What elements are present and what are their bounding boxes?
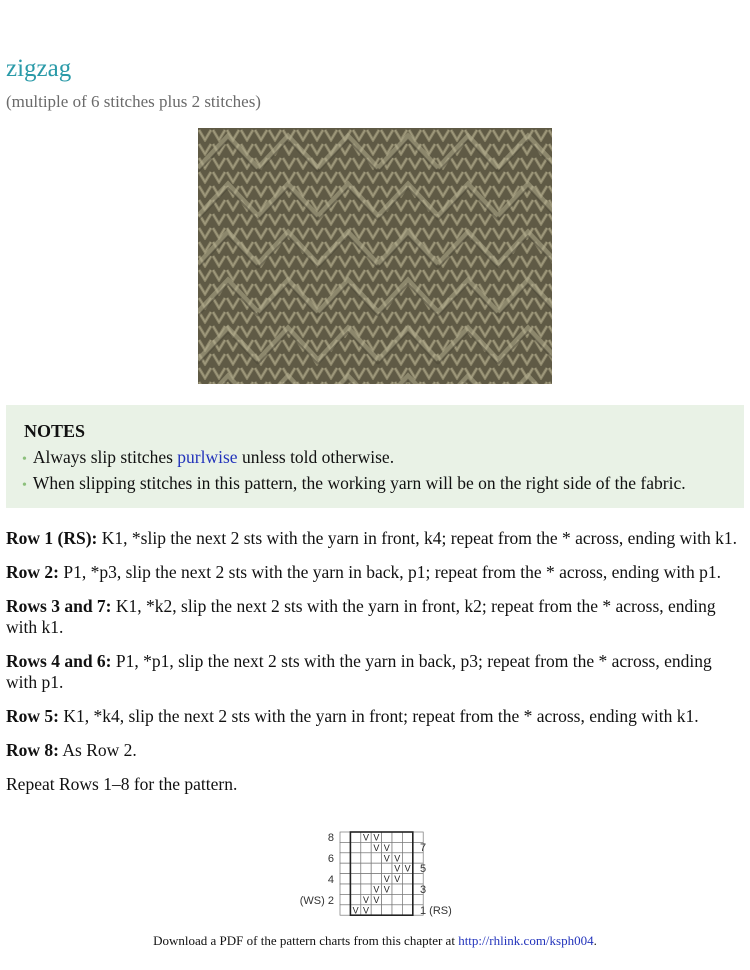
note-text: unless told otherwise. xyxy=(237,447,395,467)
chart-cell xyxy=(382,832,392,842)
chart-right-label: 5 xyxy=(420,863,427,875)
chart-cell xyxy=(350,842,360,852)
slip-stitch-symbol: V xyxy=(383,884,390,895)
stitch-multiple: (multiple of 6 stitches plus 2 stitches) xyxy=(6,92,261,111)
chart-cell xyxy=(340,874,350,884)
row-label: Rows 4 and 6: xyxy=(6,651,112,671)
chart-cell xyxy=(361,863,371,873)
slip-stitch-symbol: V xyxy=(352,905,359,916)
row-instruction xyxy=(6,706,742,727)
chart-left-label: 8 xyxy=(327,832,334,844)
chart-cell xyxy=(361,853,371,863)
note-text: When slipping stitches in this pattern, the working yarn will be on the right side of the fabric. xyxy=(32,473,686,493)
chart-cell xyxy=(382,905,392,915)
chart-cell xyxy=(382,894,392,904)
chart-cell xyxy=(340,884,350,894)
chart-cell xyxy=(340,842,350,852)
chart-cell xyxy=(402,894,412,904)
chart-cell xyxy=(402,853,412,863)
chart-right-label: 3 xyxy=(420,884,427,896)
chart-cell xyxy=(340,905,350,915)
chart-cell xyxy=(361,842,371,852)
chart-cell xyxy=(340,894,350,904)
chart-cell xyxy=(350,874,360,884)
chart-cell xyxy=(350,853,360,863)
row-instruction xyxy=(6,528,742,549)
row-label: Row 1 (RS): xyxy=(6,528,98,548)
pdf-link[interactable]: http://rhlink.com/ksph004 xyxy=(458,933,594,948)
slip-stitch-symbol: V xyxy=(373,894,380,905)
footer-text: Download a PDF of the pattern charts from this chapter at xyxy=(153,933,459,948)
row-instruction xyxy=(6,651,742,693)
chart-cell xyxy=(392,842,402,852)
slip-stitch-symbol: V xyxy=(404,863,411,874)
row-text: K1, *k2, slip the next 2 sts with the yarn in front, k2; repeat from the * across, ending with k1. xyxy=(6,596,716,637)
row-text: K1, *k4, slip the next 2 sts with the yarn in front; repeat from the * across, ending with k1. xyxy=(58,706,699,726)
chart-left-label: 4 xyxy=(327,874,334,886)
chart-cell xyxy=(413,853,423,863)
purlwise-link[interactable]: purlwise xyxy=(177,447,238,467)
slip-stitch-symbol: V xyxy=(373,842,380,853)
chart-cell xyxy=(361,874,371,884)
row-text: K1, *slip the next 2 sts with the yarn in front, k4; repeat from the * across, ending with k1. xyxy=(97,528,737,548)
slip-stitch-symbol: V xyxy=(383,853,390,864)
note-text: Always slip stitches xyxy=(32,447,178,467)
chart-cell xyxy=(350,894,360,904)
chart-cell xyxy=(350,884,360,894)
slip-stitch-symbol: V xyxy=(373,884,380,895)
chart-cell xyxy=(413,832,423,842)
chart-cell xyxy=(392,832,402,842)
row-instruction xyxy=(6,562,742,583)
chart-cell xyxy=(392,905,402,915)
slip-stitch-symbol: V xyxy=(373,832,380,843)
slip-stitch-symbol: V xyxy=(383,842,390,853)
row-instruction xyxy=(6,740,742,761)
chart-cell xyxy=(392,884,402,894)
row-instruction xyxy=(6,596,742,638)
chart-right-label: 1 (RS) xyxy=(420,905,452,917)
chart-cell xyxy=(402,874,412,884)
chart-cell xyxy=(371,853,381,863)
slip-stitch-symbol: V xyxy=(383,874,390,885)
footer-note xyxy=(0,932,750,950)
bullet-icon: • xyxy=(22,452,27,467)
chart-cell xyxy=(340,853,350,863)
bullet-icon: • xyxy=(22,478,27,493)
note-item xyxy=(22,472,686,497)
row-label: Row 5: xyxy=(6,706,59,726)
slip-stitch-symbol: V xyxy=(394,863,401,874)
slip-stitch-symbol: V xyxy=(362,905,370,916)
chart-cell xyxy=(350,832,360,842)
row-instructions xyxy=(6,528,742,808)
row-text: P1, *p1, slip the next 2 sts with the yarn in back, p3; repeat from the * across, ending with p1. xyxy=(6,651,712,692)
repeat-instruction: Repeat Rows 1–8 for the pattern. xyxy=(6,774,238,794)
chart-cell xyxy=(371,905,381,915)
row-text: P1, *p3, slip the next 2 sts with the yarn in back, p1; repeat from the * across, ending with p1. xyxy=(58,562,721,582)
row-text: As Row 2. xyxy=(58,740,137,760)
chart-cell xyxy=(371,874,381,884)
notes-box xyxy=(6,405,744,508)
chart-cell xyxy=(382,863,392,873)
chart-right-label: 7 xyxy=(420,842,427,854)
note-item xyxy=(22,446,394,471)
chart-cell xyxy=(402,884,412,894)
chart-cell xyxy=(402,832,412,842)
chart-left-label: 6 xyxy=(327,853,334,865)
slip-stitch-symbol: V xyxy=(394,874,401,885)
chart-cell xyxy=(371,863,381,873)
row-label: Rows 3 and 7: xyxy=(6,596,112,616)
chart-cell xyxy=(402,842,412,852)
chart-left-label: (WS) 2 xyxy=(299,895,334,907)
page-title: zigzag xyxy=(6,55,72,82)
notes-heading: NOTES xyxy=(24,421,86,441)
stitch-chart xyxy=(294,828,464,922)
chart-cell xyxy=(361,884,371,894)
chart-cell xyxy=(340,832,350,842)
footer-text-end: . xyxy=(593,933,597,948)
slip-stitch-symbol: V xyxy=(362,832,370,843)
row-label: Row 8: xyxy=(6,740,59,760)
row-label: Row 2: xyxy=(6,562,59,582)
swatch-photo xyxy=(198,128,552,384)
chart-cell xyxy=(413,874,423,884)
chart-cell xyxy=(340,863,350,873)
slip-stitch-symbol: V xyxy=(394,853,401,864)
chart-cell xyxy=(402,905,412,915)
chart-cell xyxy=(350,863,360,873)
chart-cell xyxy=(392,894,402,904)
slip-stitch-symbol: V xyxy=(362,894,370,905)
